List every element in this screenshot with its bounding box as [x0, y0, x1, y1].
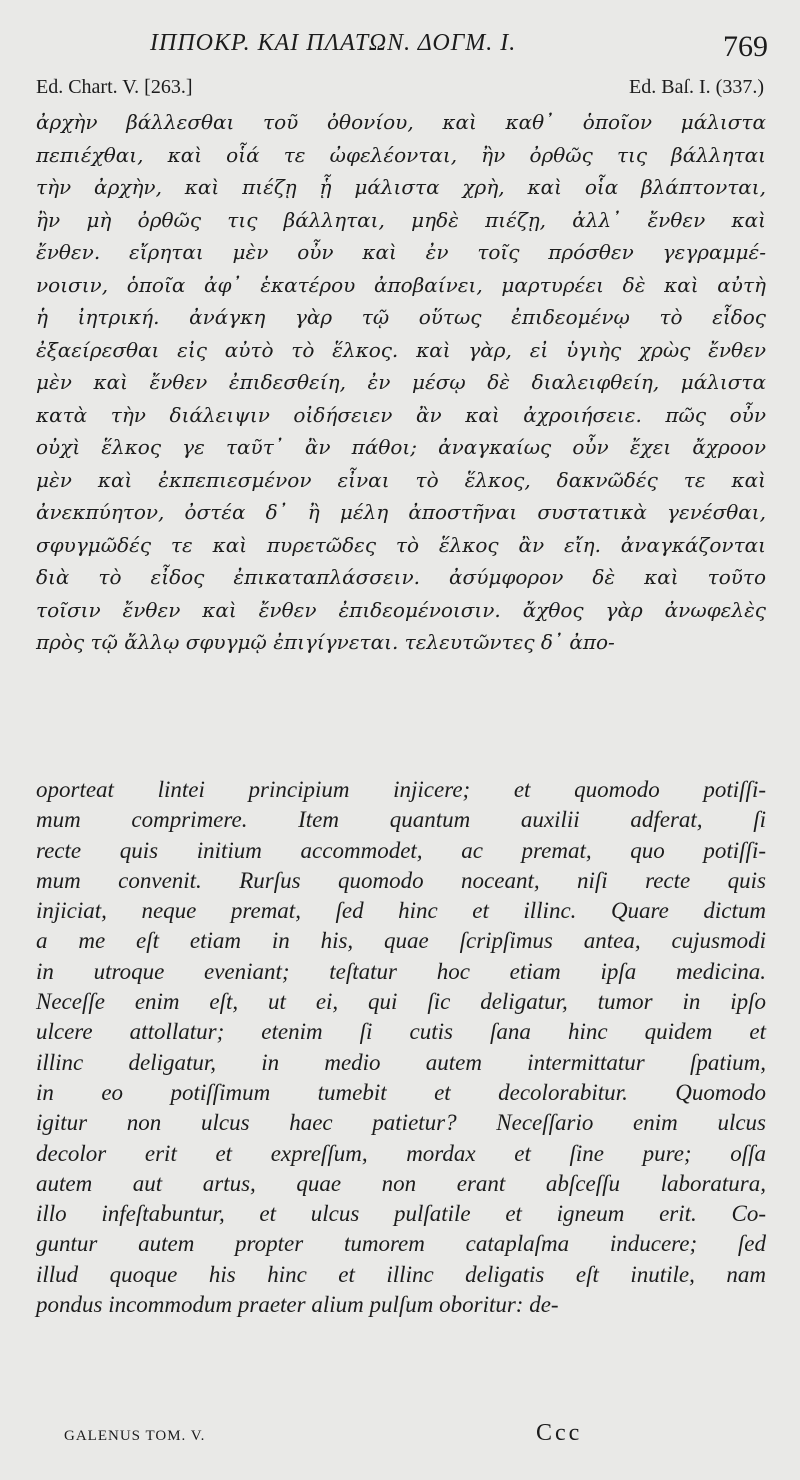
latin-text-line: illinc deligatur, in medio autem intermittatur ſpatium, — [36, 1049, 766, 1075]
greek-text-line: ἐξαείρεσθαι εἰς αὐτὸ τὸ ἕλκος. καὶ γὰρ, εἰ ὑγιὴς χρὼς ἔνθεν — [36, 337, 766, 362]
latin-text-line: a me eſt etiam in his, quae ſcripſimus antea, cujusmodi — [36, 928, 766, 954]
greek-text-line: ἔνθεν. εἴρηται μὲν οὖν καὶ ἐν τοῖς πρόσθεν γεγραμμέ- — [36, 240, 766, 264]
greek-text-line: μὲν καὶ ἔνθεν ἐπιδεσθείη, ἐν μέσῳ δὲ διαλειφθείη, μάλιστα — [36, 370, 766, 394]
greek-text-line: ἡ ἰητρική. ἀνάγκη γὰρ τῷ οὕτως ἐπιδεομένῳ τὸ εἶδος — [36, 305, 766, 329]
greek-text-line: ἀνεκπύητον, ὀστέα δ᾽ ἢ μέλη ἀποστῆναι συστατικὰ γενέσθαι, — [36, 500, 766, 524]
greek-text-line: ἢν μὴ ὀρθῶς τις βάλληται, μηδὲ πιέζῃ, ἀλλ᾽ ἔνθεν καὶ — [36, 207, 766, 232]
latin-text-line: Neceſſe enim eſt, ut ei, qui ſic deligatur, tumor in ipſo — [36, 989, 766, 1015]
latin-text-line: illo infeſtabuntur, et ulcus pulſatile et igneum erit. Co- — [36, 1201, 766, 1227]
latin-text-line: recte quis initium accommodet, ac premat, quo potiſſi- — [36, 837, 766, 863]
edition-reference-right: Ed. Baſ. I. (337.) — [629, 76, 764, 98]
latin-text-line: in utroque eveniant; teſtatur hoc etiam ipſa medicina. — [36, 958, 766, 984]
latin-text-line: illud quoque his hinc et illinc deligatis eſt inutile, nam — [36, 1261, 766, 1287]
latin-text-line: mum comprimere. Item quantum auxilii adferat, ſi — [36, 807, 766, 833]
greek-text-line: τοῖσιν ἔνθεν καὶ ἔνθεν ἐπιδεομένοισιν. ἄχθος γὰρ ἀνωφελὲς — [36, 597, 766, 622]
running-head: ΙΠΠΟΚΡ. ΚΑΙ ΠΛΑΤΩΝ. ΔΟΓΜ. Ι. — [150, 30, 517, 56]
greek-text-line: ἀρχὴν βάλλεσθαι τοῦ ὀθονίου, καὶ καθ᾽ ὁποῖον μάλιστα — [36, 110, 766, 134]
greek-text-line: σφυγμῶδές τε καὶ πυρετῶδες τὸ ἕλκος ἂν εἴη. ἀναγκάζονται — [36, 532, 766, 557]
latin-text-line: pondus incommodum praeter alium pulſum oboritur: de- — [36, 1292, 559, 1318]
latin-text-line: ulcere attollatur; etenim ſi cutis ſana hinc quidem et — [36, 1019, 766, 1045]
latin-text-line: igitur non ulcus haec patietur? Neceſſario enim ulcus — [36, 1110, 766, 1136]
latin-text-block — [36, 775, 766, 1320]
greek-text-line: νοισιν, ὁποῖα ἀφ᾽ ἑκατέρου ἀποβαίνει, μαρτυρέει δὲ καὶ αὐτὴ — [36, 272, 766, 297]
latin-text-line: injiciat, neque premat, ſed hinc et illinc. Quare dictum — [36, 898, 766, 924]
latin-text-line: mum convenit. Rurſus quomodo noceant, niſi recte quis — [36, 867, 766, 893]
page-number: 769 — [723, 30, 768, 63]
greek-text-line: πρὸς τῷ ἄλλῳ σφυγμῷ ἐπιγίγνεται. τελευτῶντες δ᾽ ἀπο- — [36, 630, 615, 654]
greek-text-block — [36, 106, 766, 659]
footer-volume-label: GALENUS TOM. V. — [64, 1428, 206, 1444]
greek-text-line: τὴν ἀρχὴν, καὶ πιέζῃ ᾗ μάλιστα χρὴ, καὶ οἷα βλάπτονται, — [36, 175, 766, 199]
latin-text-line: guntur autem propter tumorem cataplaſma inducere; ſed — [36, 1231, 766, 1257]
greek-text-line: πεπιέχθαι, καὶ οἷά τε ὠφελέονται, ἢν ὀρθῶς τις βάλληται — [36, 142, 766, 167]
latin-text-line: autem aut artus, quae non erant abſceſſu laboratura, — [36, 1170, 766, 1196]
greek-text-line: μὲν καὶ ἐκπεπιεσμένον εἶναι τὸ ἕλκος, δακνῶδές τε καὶ — [36, 467, 766, 492]
latin-text-line: in eo potiſſimum tumebit et decolorabitur. Quomodo — [36, 1079, 766, 1105]
greek-text-line: κατὰ τὴν διάλειψιν οἰδήσειεν ἂν καὶ ἀχροιήσειε. πῶς οὖν — [36, 402, 766, 427]
latin-text-line: oporteat lintei principium injicere; et quomodo potiſſi- — [36, 777, 766, 802]
greek-text-line: διὰ τὸ εἶδος ἐπικαταπλάσσειν. ἀσύμφορον δὲ καὶ τοῦτο — [36, 565, 766, 589]
greek-text-line: οὐχὶ ἕλκος γε ταῦτ᾽ ἂν πάθοι; ἀναγκαίως οὖν ἔχει ἄχροον — [36, 435, 766, 459]
latin-text-line: decolor erit et expreſſum, mordax et ſine pure; oſſa — [36, 1140, 766, 1166]
edition-reference-left: Ed. Chart. V. [263.] — [36, 76, 193, 98]
footer-signature-mark: Ccc — [536, 1420, 583, 1446]
